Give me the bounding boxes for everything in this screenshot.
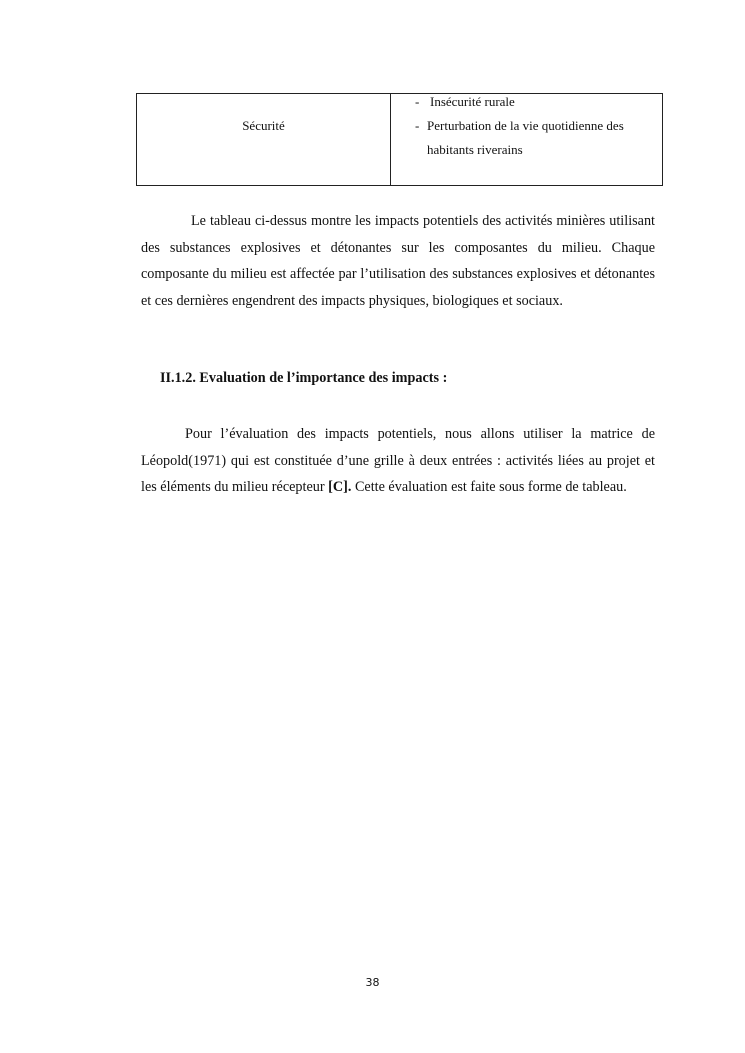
impact-text: Perturbation de la vie quotidienne des <box>427 118 624 133</box>
citation-reference: [C]. <box>328 479 352 495</box>
paragraph-evaluation <box>141 421 655 501</box>
impact-text: Insécurité rurale <box>430 94 515 109</box>
impact-text-continuation: habitants riverains <box>427 142 523 157</box>
paragraph-text: Pour l’évaluation des impacts potentiels, nous allons utiliser la matrice de Léopold(1971) qui est constituée d’une grille à deux entrées : activités liées au projet et les éléments du milieu récepteur <box>141 426 655 495</box>
impact-list-item <box>415 94 515 110</box>
impact-table <box>136 93 663 186</box>
category-label: Sécurité <box>242 118 285 133</box>
table-cell-category <box>137 94 391 185</box>
table-cell-impacts <box>391 94 662 185</box>
paragraph-text: Cette évaluation est faite sous forme de tableau. <box>351 479 627 495</box>
section-heading: II.1.2. Evaluation de l’importance des impacts : <box>160 370 448 386</box>
list-dash: - <box>415 118 420 133</box>
page-number: 38 <box>365 976 380 989</box>
paragraph-table-summary: Le tableau ci-dessus montre les impacts potentiels des activités minières utilisant des substances explosives et détonantes sur les composantes du milieu. Chaque composante du milieu est affectée par l’utilisation des substances explosives et détonantes et ces dernières engendrent des impacts physiques, biologiques et sociaux. <box>141 213 655 309</box>
list-dash: - <box>415 94 420 109</box>
impact-list-item <box>415 118 624 134</box>
